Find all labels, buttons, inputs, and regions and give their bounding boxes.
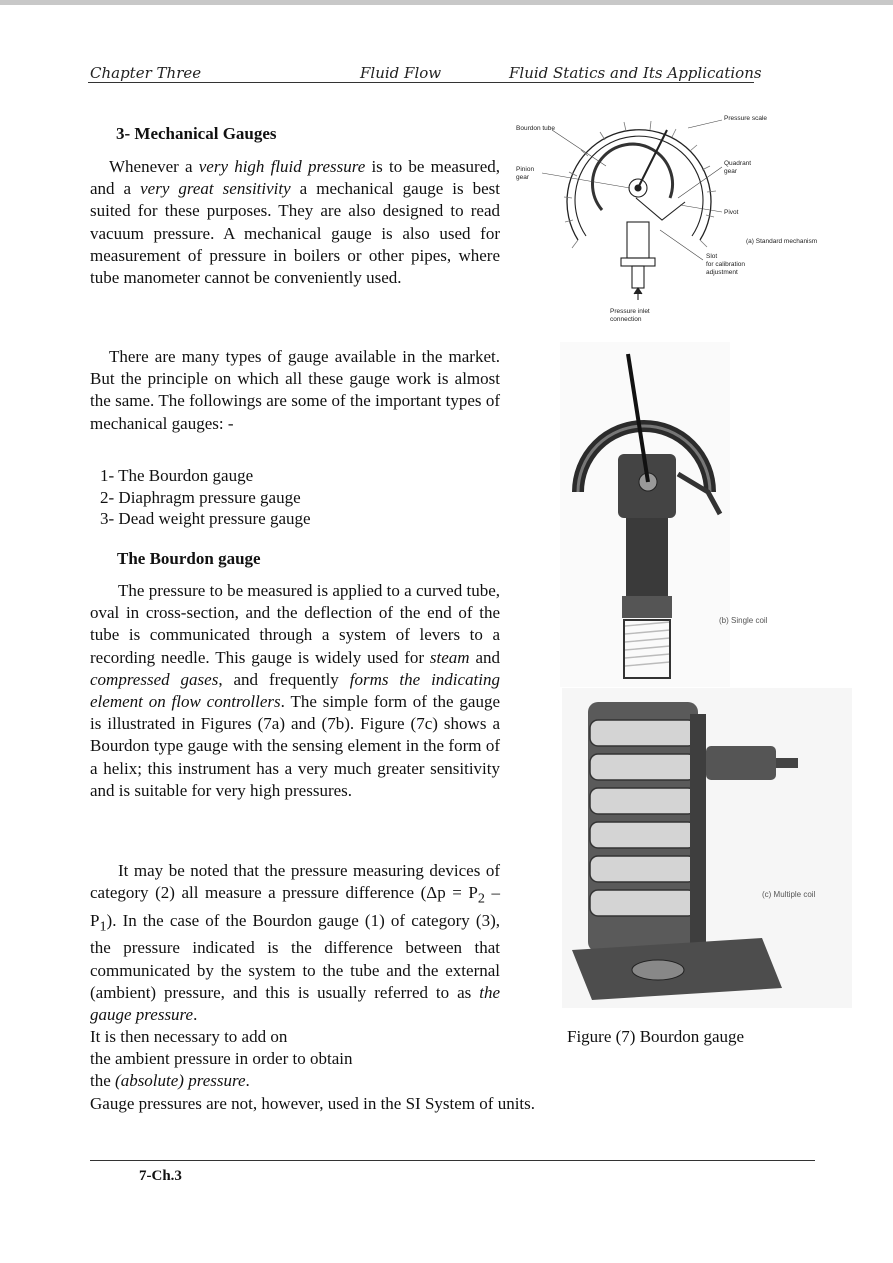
bourdon-paragraph-1: The pressure to be measured is applied to a curved tube, oval in cross-section, and the deflection of the end of the tube is communicated through a system of levers to a recording needle. This gauge is widely used for steam and compressed gases, and frequently forms the indicating element on flow controllers. The simple form of the gauge is illustrated in Figures (7a) and (7b). Figure (7c) shows a Bourdon type gauge with the sensing element in the form of a helix; this instrument has a very much greater sensitivity and is suitable for very high pressures. xyxy=(90,581,501,800)
label-slot-1: Slot xyxy=(706,253,718,260)
header-rule xyxy=(88,82,754,83)
bourdon-heading: The Bourdon gauge xyxy=(117,549,261,568)
page-number: 7-Ch.3 xyxy=(139,1168,182,1184)
figure-7c-caption: (c) Multiple coil xyxy=(762,890,816,899)
label-pinion-gear-2: gear xyxy=(516,174,530,181)
list-item: 2- Diaphragm pressure gauge xyxy=(100,487,301,507)
bourdon-paragraph-3: It is then necessary to add on the ambient pressure in order to obtain the (absolute) pressure. xyxy=(90,1027,353,1090)
header-topic: Fluid Statics and Its Applications xyxy=(509,64,762,82)
label-inlet-1: Pressure inlet xyxy=(610,308,650,315)
label-pinion-gear-1: Pinion xyxy=(516,166,535,173)
label-bourdon-tube: Bourdon tube xyxy=(516,125,556,132)
figure-7c-photo xyxy=(562,688,852,1008)
intro-paragraph: Whenever a very high fluid pressure is to be measured, and a very great sensitivity a mechanical gauge is best suited for these purposes. They are also designed to read vacuum pressure. A mechanical gauge is also used for measurement of pressure in boilers or other pipes, where tube manometer cannot be conveniently used. xyxy=(90,157,501,288)
figure-7b-caption: (b) Single coil xyxy=(719,616,768,625)
bourdon-paragraph-2: It may be noted that the pressure measuring devices of category (2) all measure a pressure difference $(\Delta p = P_2 - P_1)$. In the case of the Bourdon gauge (1) of category (3), the pressure indicated is the difference between that communicated by the system to the tube and the external (ambient) pressure, and this is usually referred to as the gauge pressure. xyxy=(90,861,500,1024)
figure-7b-photo xyxy=(560,342,730,687)
section-heading: 3- Mechanical Gauges xyxy=(116,124,277,143)
footer-rule xyxy=(90,1160,815,1161)
label-pressure-scale: Pressure scale xyxy=(724,115,767,122)
si-note: Gauge pressures are not, however, used in the SI System of units. xyxy=(90,1094,536,1113)
label-quadrant-gear-2: gear xyxy=(724,168,738,175)
list-item: 1- The Bourdon gauge xyxy=(100,466,254,485)
label-inlet-2: connection xyxy=(610,316,642,323)
figure-7a-diagram xyxy=(510,110,840,335)
list-item: 3- Dead weight pressure gauge xyxy=(100,509,311,528)
figure-caption: Figure (7) Bourdon gauge xyxy=(567,1027,745,1046)
top-border xyxy=(0,0,893,5)
header-chapter: Chapter Three xyxy=(90,64,202,82)
label-quadrant-gear-1: Quadrant xyxy=(724,160,752,167)
figure-7a-caption: (a) Standard mechanism xyxy=(746,238,818,245)
label-slot-3: adjustment xyxy=(706,269,738,276)
label-slot-2: for calibration xyxy=(706,261,746,268)
header-subject: Fluid Flow xyxy=(360,64,442,82)
gauge-types-list xyxy=(100,465,311,530)
types-paragraph: There are many types of gauge available in the market. But the principle on which all these gauge work is almost the same. The followings are some of the important types of mechanical gauges: - xyxy=(90,347,500,433)
label-pivot: Pivot xyxy=(724,209,739,216)
